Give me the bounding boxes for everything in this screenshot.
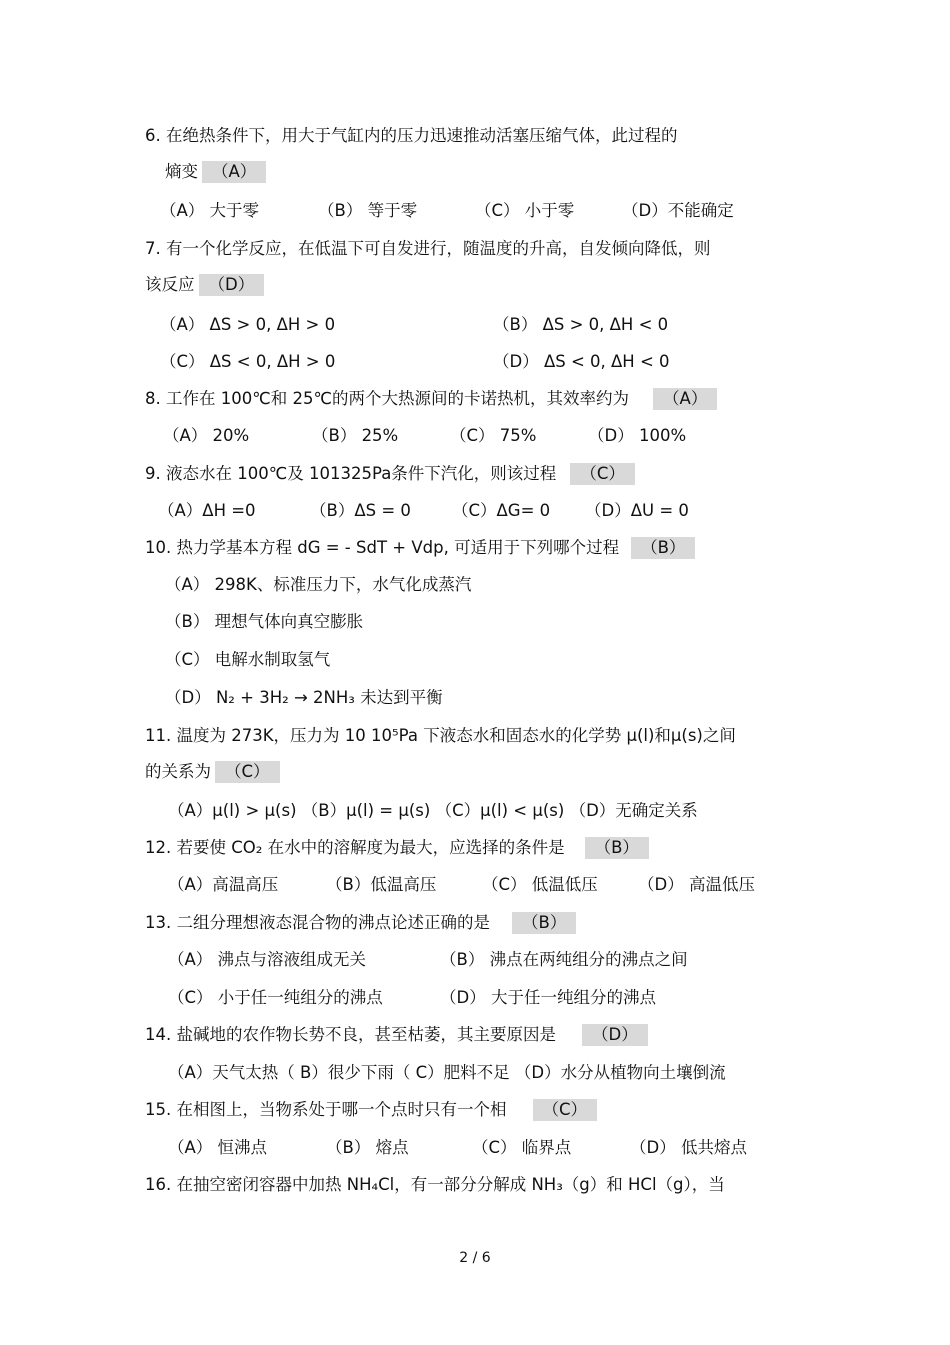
question-15-option-a: （A） 恒沸点 bbox=[168, 1138, 268, 1157]
question-15-option-b: （B） 熔点 bbox=[326, 1138, 409, 1157]
question-7-text-2: 该反应 bbox=[145, 275, 195, 294]
question-6-option-c: （C） 小于零 bbox=[475, 201, 575, 220]
question-12-option-b: （B）低温高压 bbox=[326, 875, 437, 894]
question-12-text bbox=[145, 837, 649, 859]
question-15-text bbox=[145, 1099, 597, 1121]
question-14-text bbox=[145, 1024, 648, 1046]
question-10-option-d: （D） N₂ + 3H₂ → 2NH₃ 未达到平衡 bbox=[165, 688, 443, 707]
question-9-text-1: 9. 液态水在 100℃及 101325Pa条件下汽化，则该过程 bbox=[145, 464, 557, 483]
question-13-option-a: （A） 沸点与溶液组成无关 bbox=[168, 950, 367, 969]
question-7-text-cont bbox=[145, 274, 264, 296]
question-11-text-2: 的关系为 bbox=[145, 762, 211, 781]
question-6-option-d: （D）不能确定 bbox=[622, 201, 734, 220]
question-11-text-cont bbox=[145, 761, 280, 783]
question-13-option-d: （D） 大于任一纯组分的沸点 bbox=[440, 988, 656, 1007]
question-7-option-d: （D） ΔS < 0, ΔH < 0 bbox=[493, 352, 670, 371]
question-12-option-d: （D） 高温低压 bbox=[638, 875, 755, 894]
question-7-option-c: （C） ΔS < 0, ΔH > 0 bbox=[160, 352, 336, 371]
question-15-text-1: 15. 在相图上，当物系处于哪一个点时只有一个相 bbox=[145, 1100, 507, 1119]
question-10-option-c: （C） 电解水制取氢气 bbox=[165, 650, 331, 669]
question-11-text: 11. 温度为 273K，压力为 10 10⁵Pa 下液态水和固态水的化学势 μ(l)和μ(s)之间 bbox=[145, 726, 736, 745]
question-11-answer: （C） bbox=[215, 761, 280, 783]
question-10-text-1: 10. 热力学基本方程 dG = - SdT + Vdp, 可适用于下列哪个过程 bbox=[145, 538, 620, 557]
question-13-text-1: 13. 二组分理想液态混合物的沸点论述正确的是 bbox=[145, 913, 490, 932]
question-14-answer: （D） bbox=[582, 1024, 648, 1046]
question-9-answer: （C） bbox=[570, 463, 635, 485]
question-6-option-a: （A） 大于零 bbox=[160, 201, 260, 220]
question-9-option-c: （C）ΔG= 0 bbox=[452, 501, 551, 520]
question-6-text-cont bbox=[165, 161, 266, 183]
question-8-text-1: 8. 工作在 100℃和 25℃的两个大热源间的卡诺热机，其效率约为 bbox=[145, 389, 630, 408]
question-9-option-b: （B）ΔS = 0 bbox=[310, 501, 411, 520]
question-6-option-b: （B） 等于零 bbox=[318, 201, 418, 220]
question-12-option-a: （A）高温高压 bbox=[168, 875, 279, 894]
question-12-option-c: （C） 低温低压 bbox=[482, 875, 598, 894]
question-12-answer: （B） bbox=[585, 837, 649, 859]
question-7-answer: （D） bbox=[199, 274, 265, 296]
question-14-text-1: 14. 盐碱地的农作物长势不良，甚至枯萎，其主要原因是 bbox=[145, 1025, 556, 1044]
question-12-text-1: 12. 若要使 CO₂ 在水中的溶解度为最大，应选择的条件是 bbox=[145, 838, 565, 857]
question-15-option-c: （C） 临界点 bbox=[472, 1138, 572, 1157]
question-6-answer: （A） bbox=[202, 161, 266, 183]
question-10-option-a: （A） 298K、标准压力下，水气化成蒸汽 bbox=[165, 575, 472, 594]
question-13-option-c: （C） 小于任一纯组分的沸点 bbox=[168, 988, 383, 1007]
question-7-text: 7. 有一个化学反应，在低温下可自发进行，随温度的升高，自发倾向降低，则 bbox=[145, 239, 711, 258]
question-8-answer: （A） bbox=[653, 388, 717, 410]
question-8-option-d: （D） 100% bbox=[588, 426, 687, 445]
question-13-answer: （B） bbox=[512, 912, 576, 934]
question-7-option-a: （A） ΔS > 0, ΔH > 0 bbox=[160, 315, 336, 334]
page-number: 2 / 6 bbox=[459, 1250, 491, 1266]
question-8-option-b: （B） 25% bbox=[312, 426, 399, 445]
question-9-option-d: （D）ΔU = 0 bbox=[585, 501, 689, 520]
question-8-text bbox=[145, 388, 717, 410]
question-11-options: （A）μ(l) > μ(s) （B）μ(l) = μ(s) （C）μ(l) < μ(s) （D）无确定关系 bbox=[168, 801, 698, 820]
question-6-text: 6. 在绝热条件下，用大于气缸内的压力迅速推动活塞压缩气体，此过程的 bbox=[145, 126, 678, 145]
question-10-answer: （B） bbox=[631, 537, 695, 559]
question-13-option-b: （B） 沸点在两纯组分的沸点之间 bbox=[440, 950, 688, 969]
question-15-option-d: （D） 低共熔点 bbox=[630, 1138, 747, 1157]
question-8-option-c: （C） 75% bbox=[450, 426, 537, 445]
question-8-option-a: （A） 20% bbox=[163, 426, 250, 445]
question-7-option-b: （B） ΔS > 0, ΔH < 0 bbox=[493, 315, 669, 334]
question-6-text-2: 熵变 bbox=[165, 162, 198, 181]
question-10-option-b: （B） 理想气体向真空膨胀 bbox=[165, 612, 364, 631]
question-15-answer: （C） bbox=[533, 1099, 598, 1121]
question-9-option-a: （A）ΔH =0 bbox=[158, 501, 256, 520]
question-9-text bbox=[145, 463, 635, 485]
question-14-options: （A）天气太热（ B）很少下雨（ C）肥料不足 （D）水分从植物向土壤倒流 bbox=[168, 1063, 726, 1082]
question-16-text: 16. 在抽空密闭容器中加热 NH₄Cl，有一部分分解成 NH₃（g）和 HCl（g），当 bbox=[145, 1175, 725, 1194]
question-13-text bbox=[145, 912, 576, 934]
question-10-text bbox=[145, 537, 695, 559]
